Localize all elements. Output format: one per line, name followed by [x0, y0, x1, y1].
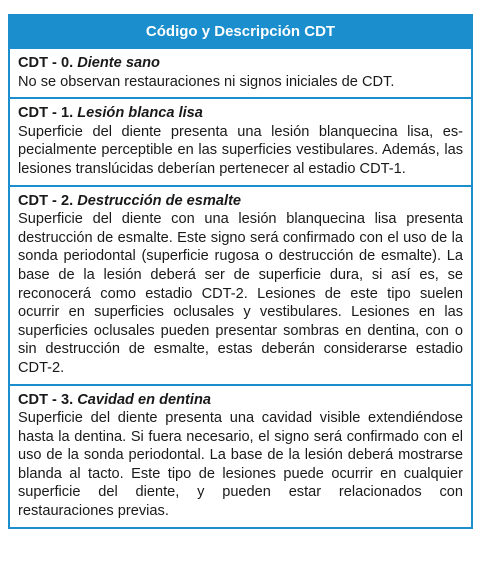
table-header: Código y Descripción CDT: [10, 16, 471, 47]
row-description: Superficie del diente presenta una cavidad visible extendiéndose hasta la dentina. Si fuera necesario, el signo será confirmado con el uso de la sonda periodontal. La base de la lesión deberá mostrarse blanda al tacto. Este tipo de lesiones puede ocurrir en cualquier superficie del diente, y pueden estar relacionados con restauraciones previas.: [18, 410, 463, 520]
row-separator: .: [69, 55, 78, 71]
table-row-cdt-3: [10, 384, 471, 527]
row-name: Destrucción de esmalte: [77, 192, 242, 209]
row-description: Superficie del diente presenta una lesión blanquecina lisa, especialmente perceptible en las superficies vestibulares. Además, las lesiones translúcidas deberían pertenecer al estadio CDT-1.: [18, 123, 463, 177]
row-title: [18, 192, 463, 211]
row-description: No se observan restauraciones ni signos iniciales de CDT.: [18, 73, 395, 90]
table-row-cdt-1: [10, 97, 471, 184]
row-title: [18, 104, 463, 123]
row-title: [18, 391, 463, 410]
cdt-table: [8, 14, 473, 529]
row-code: CDT - 2.: [18, 192, 74, 209]
row-name: Cavidad en dentina: [77, 391, 212, 408]
cut-off-heading: [8, 0, 471, 4]
row-description: Superficie del diente con una lesión blanquecina lisa presenta destrucción de esmalte. Este signo será confirmado con el uso de la sonda periodontal (superficie rugosa o destrucción de esmalte). La base de la lesión deberá ser de superficie dura, si así es, se reconocerá como estadio CDT-2. Lesiones de este tipo suelen ocurrir en superficies oclusales y vestibulares. Lesiones en las superficies oclusales pueden presentar sombras en dentina, con o sin destrucción de esmalte, estas deberán considerarse estadio CDT-2.: [18, 211, 463, 376]
row-code: CDT - 1.: [18, 105, 74, 122]
table-row-cdt-0: [10, 47, 471, 97]
row-title: [18, 54, 463, 73]
row-name: Lesión blanca lisa: [77, 105, 203, 122]
row-code: CDT - 0: [18, 55, 70, 71]
row-code: CDT - 3.: [18, 391, 74, 408]
row-name: Diente sano: [77, 55, 160, 71]
table-row-cdt-2: [10, 185, 471, 384]
